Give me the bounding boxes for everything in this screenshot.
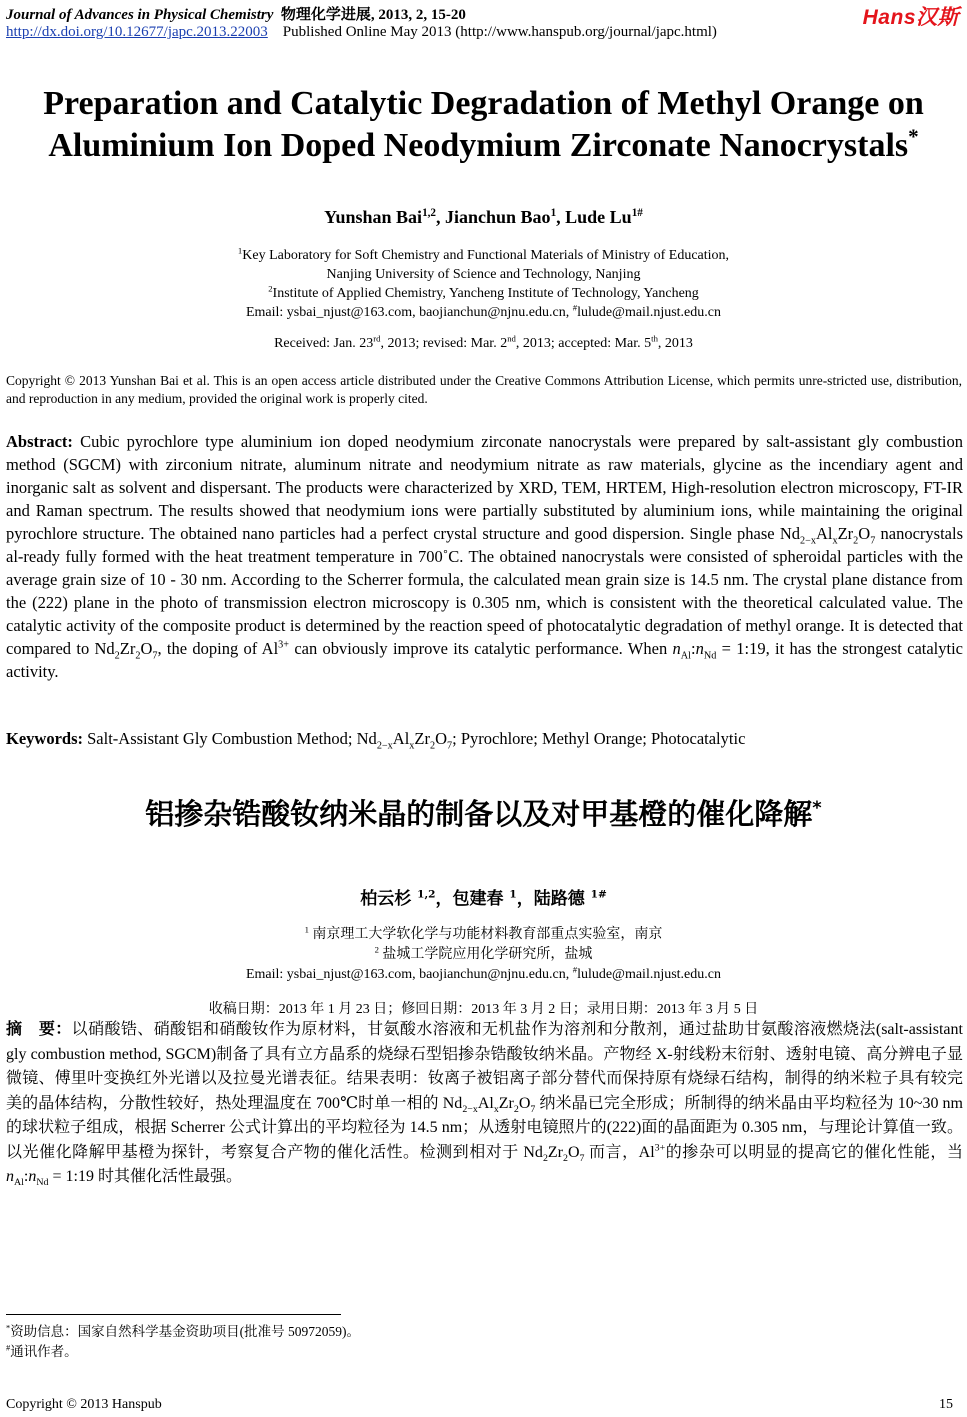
affiliation-1: $^1$Key Laboratory for Soft Chemistry and Functional Materials of Ministry of Education,	[237, 245, 730, 263]
published-online: Published Online May 2013 (http://www.hanspub.org/journal/japc.html)	[282, 24, 717, 40]
english-keywords: Keywords: Salt-Assistant Gly Combustion Method; $Nd_{2-x}Al_xZr_2O_7$; Pyrochlore; Methyl Orange; Photocatalytic	[6, 729, 746, 752]
doi-line	[6, 24, 717, 41]
chinese-title: 铝掺杂锆酸钕纳米晶的制备以及对甲基橙的催化降解*	[145, 797, 822, 831]
page-number: 15	[939, 1397, 953, 1412]
footnote-divider	[6, 1314, 341, 1315]
affiliation-1-cont: Nanjing University of Science and Technology, Nanjing	[326, 267, 641, 282]
footnote-funding: *资助信息：国家自然科学基金资助项目(批准号 50972059)。	[6, 1323, 361, 1339]
footer-copyright: Copyright © 2013 Hanspub	[6, 1397, 162, 1412]
author-name: Yunshan Bai	[324, 207, 423, 227]
chinese-affiliation-2: $^2$ 盐城工学院应用化学研究所，盐城	[374, 944, 593, 962]
doi-link[interactable]: http://dx.doi.org/10.12677/japc.2013.22003	[6, 24, 268, 40]
chem-formula: $Nd_{2-x}Al_xZr_2O_7$	[779, 524, 876, 547]
chinese-received-dates: 收稿日期：2013 年 1 月 23 日；修回日期：2013 年 3 月 2 日；录用日期：2013 年 3 月 5 日	[208, 1002, 759, 1017]
title-line-1: Preparation and Catalytic Degradation of Methyl Orange on	[43, 85, 924, 122]
chinese-author-list: 柏云杉 $^{1,2}$，包建春 $^1$，陆路德 $^{1\#}$	[360, 888, 607, 909]
journal-name: Journal of Advances in Physical Chemistry	[6, 7, 274, 23]
keywords-label: Keywords:	[6, 729, 83, 748]
chinese-affiliation-1: $^1$ 南京理工大学软化学与功能材料教育部重点实验室，南京	[304, 924, 663, 942]
english-abstract: Abstract: Cubic pyrochlore type aluminium ion doped neodymium zirconate nanocrystals were prepared by salt-assistant gly combustion method (SGCM) with zirconium nitrate, aluminum nitrate and neodymium nitrate as raw materials, glycine as the incendiary agent and inorganic salt as solvent and dispersant. The products were characterized by XRD, TEM, HRTEM, High-resolution electron microscopy, FT-IR and Raman spectrum. The results showed that neodymium ions were partially substituted by aluminium ions, while maintaining the original pyrochlore structure. The obtained nano particles had a perfect crystal structure and good dispersion. Single phase $Nd_{2-x}Al_xZr_2O_7$ nanocrystals al-ready fully formed with the heat treatment temperature in 700˚C. The obtained nanocrystals were consisted of spheroidal particles with the average grain size of 10 - 30 nm. According to the Scherrer formula, the calculated mean grain size is 14.5 nm. The crystal plane distance from the (222) plane in the photo of transmission electron microscopy is 0.305 nm, which is consistent with the theoretical calculated value. The catalytic activity of the composite product is determined by the reaction speed of photocatalytic degradation of methyl orange. It is detected that compared to $Nd_2Zr_2O_7$, the doping of $Al^{3+}$ can obviously improve its catalytic performance. When $n_{Al}:n_{Nd}$ = 1:19, it has the strongest catalytic activity.	[6, 432, 964, 681]
received-dates: Received: Jan. 23rd, 2013; revised: Mar. 2nd, 2013; accepted: Mar. 5th, 2013	[274, 333, 693, 351]
journal-header	[6, 3, 466, 24]
author-list: Yunshan Bai$^{1,2}$, Jianchun Bao$^1$, Lude $Lu^{1\#}$	[324, 207, 643, 227]
affiliation-2: $^2$Institute of Applied Chemistry, Yancheng Institute of Technology, Yancheng	[268, 283, 699, 301]
author-name: Lude Lu	[565, 207, 632, 227]
footnote-corresponding: #通讯作者。	[6, 1343, 78, 1359]
chinese-email-line: Email: ysbai_njust@163.com, baojianchun@njnu.edu.cn, #lulude@mail.njust.edu.cn	[245, 964, 721, 982]
abstract-label: Abstract:	[6, 432, 73, 451]
chinese-abstract: 摘 要：以硝酸锆、硝酸铝和硝酸钕作为原材料，甘氨酸水溶液和无机盐作为溶剂和分散剂，通过盐助甘氨酸溶液燃烧法(salt-assistant gly combustion method, SGCM)制备了具有立方晶系的烧绿石型铝掺杂锆酸钕纳米晶。产物经 X-射线粉末衍射、透射电镜、高分辨电子显微镜、傅里叶变换红外光谱以及拉曼光谱表征。结果表明：钕离子被铝离子部分替代而保持原有烧绿石结构，制得的纳米粒子具有较完美的晶体结构，分散性较好，热处理温度在 700℃时单一相的 $Nd_{2-x}Al_xZr_2O_7$ 纳米晶已完全形成；所制得的纳米晶由平均粒径为 10~30 nm 的球状粒子组成，根据 Scherrer 公式计算出的平均粒径为 14.5 nm；从透射电镜照片的(222)面的晶面距为 0.305 nm，与理论计算值一致。以光催化降解甲基橙为探针，考察复合产物的催化活性。检测到相对于 $Nd_2Zr_2O_7$ 而言，$Al^{3+}$的掺杂可以明显的提高它的催化性能，当 $n_{Al}:n_{Nd}$ = 1:19 时其催化活性最强。	[6, 1021, 963, 1189]
chinese-abstract-label: 摘 要：	[6, 1021, 72, 1038]
paper-title	[0, 83, 967, 167]
journal-name-cn: 物理化学进展, 2013, 2, 15-20	[280, 7, 466, 23]
title-line-2: Aluminium Ion Doped Neodymium Zirconate Nanocrystals*	[48, 124, 919, 164]
author-name: Jianchun Bao	[445, 207, 551, 227]
title-footnote-mark: *	[908, 124, 919, 149]
email-line: Email: ysbai_njust@163.com, baojianchun@njnu.edu.cn, #lulude@mail.njust.edu.cn	[245, 302, 721, 320]
hanspub-logo: Hans汉斯	[862, 6, 959, 29]
copyright-license-note: Copyright © 2013 Yunshan Bai et al. This is an open access article distributed under the Creative Commons Attribution License, which permits unre-stricted use, distribution, and reproduction in any medium, provided the original work is properly cited.	[6, 373, 962, 406]
